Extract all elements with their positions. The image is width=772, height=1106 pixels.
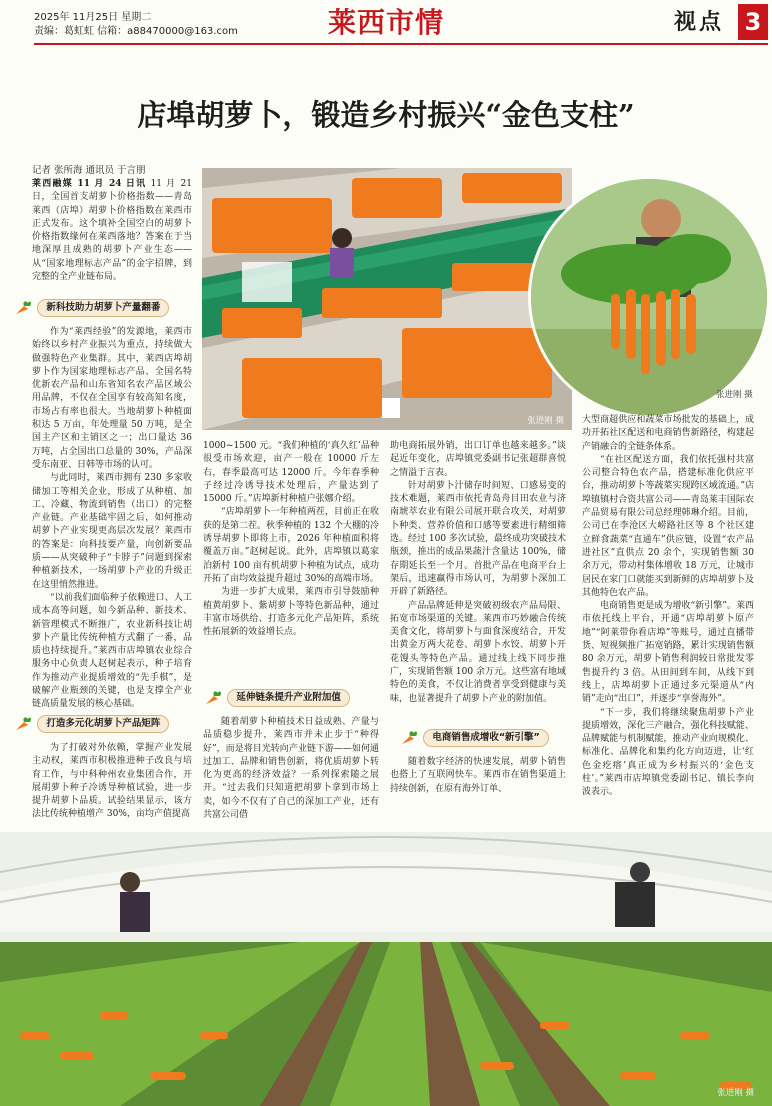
carrot-leaf-icon (14, 300, 34, 316)
lead-paragraph (32, 178, 192, 284)
column-2-body-a (203, 440, 379, 639)
subhead-chain (204, 688, 350, 708)
paragraph: 为进一步扩大成果，莱西市引导鼓励种植黄胡萝卜、紫胡萝卜等特色新品种，通过丰富市场供给、打造多元化产品矩阵，系统性拓展新的效益增长点。 (203, 587, 379, 638)
paragraph: 助电商拓展外销，出口订单也越来越多。”谈起近年变化，店埠镇党委副书记张超群喜悦之情溢于言表。 (390, 441, 566, 478)
paragraph: 与此同时，莱西市拥有 230 多家收储加工等相关企业，形成了从种植、加工、冷藏、物流到销售（出口）的完整产业链。产业基础牢固之后，如何推动胡萝卜产业实现更高层次发展？莱西市的答案是：向科技要产量，向创新要品质——从突破种子“卡脖子”问题到探索种植新技术，一场胡萝卜产业的升级正在这里悄然推进。 (32, 473, 192, 590)
greenhouse-harvest-photo (0, 832, 772, 1106)
page-number-badge: 3 (738, 4, 768, 40)
carrot-leaf-icon (400, 730, 420, 746)
photo-credit: 张进刚 摄 (527, 416, 564, 426)
subhead-tech (14, 298, 169, 318)
paragraph: “以前我们面临种子依赖进口、人工成本高等问题，如今新品种、新技术、新管理模式不断推广，农业新科技让胡萝卜产量比传统种植方式翻了一番，品质也持续提升。”莱西市店埠镇农业综合服务中心负责人赵树起表示，种子培育作为推动产业提质增效的“先手棋”，是破解产业瓶颈的关键，也是支撑全产业链高质量发展的核心基础。 (32, 592, 192, 710)
lead-text: 11 月 21 日，全国首支胡萝卜价格指数——青岛莱西（店埠）胡萝卜价格指数在莱西市正式发布。这个填补全国空白的胡萝卜价格指数缘何在莱西落地？答案在于当地深厚且成熟的胡萝卜产业生态——从“国家地理标志产品”的金字招牌，到完整的全产业链布局。 (32, 179, 192, 283)
paragraph: 大型商超供应和蔬菜市场批发的基础上，成功开拓社区配送和电商销售新路径，构建起产销融合的全链条体系。 (582, 415, 754, 452)
subhead-ecommerce (400, 728, 549, 748)
carrot-leaf-icon (204, 690, 224, 706)
subhead-products-label: 打造多元化胡萝卜产品矩阵 (37, 715, 169, 733)
column-1-body-a (32, 326, 192, 712)
byline (32, 164, 192, 177)
subhead-ecommerce-label: 电商销售成增收“新引擎” (423, 729, 549, 747)
header-divider (34, 43, 768, 45)
issue-date: 2025年 11月25日 星期二 (34, 12, 152, 23)
column-4-body (582, 414, 754, 800)
subhead-chain-label: 延伸链条提升产业附加值 (227, 689, 350, 707)
sorting-line-photo (202, 168, 572, 430)
column-2-body-b (203, 716, 379, 822)
paragraph: “店埠胡萝卜一年种植两茬，目前正在收获的是第二茬。秋季种植的 132 个大棚的冷诱导胡萝卜即将上市，2026 年种植面积将覆盖万亩。”赵树起说。此外，店埠镇以葛家泊新村 100 亩有机胡萝卜种植为试点，成功开拓了亩均效益提升超过 30%的高端市场。 (203, 507, 379, 584)
carrot-leaf-icon (14, 716, 34, 732)
paragraph: “在社区配送方面，我们依托强村共富公司整合特色农产品，搭建标准化供应平台，推动胡萝卜等蔬菜实现跨区域流通。”店埠镇镇村合资共富公司——青岛莱丰国际农产品贸易有限公司总经理韩琳介绍。目前，公司已在李沧区大崂路社区等 8 个社区建立鲜食蔬菜“直通车”供应链，设置“农产品进社区”直供点 20 余个，实现销售额 30 余万元，带动村集体增收 18 万元，让城市居民在家门口就能买到新鲜的店埠胡萝卜及其他特色农产品。 (582, 454, 754, 598)
paragraph: “下一步，我们将继续聚焦胡萝卜产业提质增效，深化三产融合，强化科技赋能、品牌赋能与机制赋能，推动产业向规模化、标准化、品牌化和集约化方向迈进，让‘红色金疙瘩’真正成为乡村振兴的‘金色支柱’。”莱西市店埠镇党委副书记、镇长李向波表示。 (582, 707, 754, 798)
column-3-body-b (390, 756, 566, 796)
masthead-logo: 莱西市情 (327, 6, 444, 39)
paragraph: 随着胡萝卜种植技术日益成熟、产量与品质稳步提升，莱西市并未止步于“种得好”，而是将目光转向产业链下游——如何通过加工、品牌和销售创新，将优质胡萝卜转化为更高的经济效益？一系列探索随之展开。“过去我们只知道把胡萝卜拿到市场上卖，如今不仅有了自己的深加工产业，还有共富公司借 (203, 717, 379, 821)
paragraph: 产品品牌延伸是突破初级农产品局限、拓宽市场渠道的关键。莱西市巧妙融合传统美食文化，将胡萝卜与面食深度结合，开发出黄金万两大花卷、胡萝卜水饺、胡萝卜开花馒头等特色产品。通过线上线下同步推广，实现销售额 100 余万元。这些富有地域特色的美食，不仅让消费者享受到健康与美味，也显著提升了胡萝卜产业的附加值。 (390, 600, 566, 704)
article-headline: 店埠胡萝卜，锻造乡村振兴“金色支柱” (137, 98, 635, 132)
section-title: 视点 (674, 10, 725, 35)
photo-credit: 张进刚 摄 (717, 1088, 754, 1098)
dateline: 莱西融媒 11 月 24 日讯 (32, 179, 147, 189)
paragraph: 电商销售更是成为增收“新引擎”。莱西市依托线上平台，开通“店埠胡萝卜原产地”“阿莱带你看店埠”等账号，通过直播带货、短视频推广拓宽销路，累计实现销售额 80 余万元，胡萝卜销售利润较日常批发零售提升约 3 倍。从田间到车间，从线下到线上，店埠胡萝卜正通过多元渠道从“内销”走向“出口”，并逐步“享誉海外”。 (582, 601, 754, 705)
byline-reporter: 记者 张所海 通讯员 于言朋 (32, 165, 146, 176)
column-3-body-a (390, 440, 566, 706)
farmer-portrait-photo (528, 176, 770, 418)
photo-credit: 张进刚 摄 (716, 390, 753, 400)
subhead-tech-label: 新科技助力胡萝卜产量翻番 (37, 299, 169, 317)
paragraph: 作为“莱西经验”的发源地，莱西市始终以乡村产业振兴为重点，持续做大做强特色产业集群。其中，莱西店埠胡萝卜作为国家地理标志产品、全国名特优新农产品和山东省知名农产品区域公用品牌，不仅在全国享有较高知名度，市场占有率也很大。当地胡萝卜种植面积达 5 万亩，年处理量 50 万吨，是全国主产区和主销区之一；出口量达 36 万吨，占全国出口总量的 30%，产品深受东南亚、日韩等市场的认可。 (32, 327, 192, 470)
paragraph: 1000~1500 元。“我们种植的‘真久红’品种很受市场欢迎，亩产一般在 10000 斤左右，春季最高可达 12000 斤。今年春季种子经过冷诱导技术处理后，产量达到了 15000 斤。”店埠新村种植户张娜介绍。 (203, 441, 379, 505)
column-1-body-b (32, 742, 192, 822)
subhead-products (14, 714, 169, 734)
paragraph: 为了打破对外依赖，掌握产业发展主动权，莱西市积极推进种子改良与培育工作，与中科种州农业集团合作，开展胡萝卜种子冷诱导种植试验，进一步提升胡萝卜品质。试验结果显示，该方法比传统种植增产 30%，亩均产值提高 (32, 743, 192, 820)
paragraph: 随着数字经济的快速发展，胡萝卜销售也搭上了互联网快车。莱西市在销售渠道上持续创新，在原有海外订单、 (390, 757, 566, 794)
editor-info: 责编：葛虹虹 信箱：a88470000@163.com (34, 26, 238, 37)
paragraph: 针对胡萝卜汁储存时间短、口感易变的技术难题，莱西市依托青岛舟目田农业与济南琥萃农业有限公司展开联合攻关，对胡萝卜种类、营养价值和口感等要素进行精细筛选。经过 100 多次试验，最终成功突破技术瓶颈，推出的成品果蔬汁含量达 100%，储存期延长至一个月。首批产品在电商平台上架后，迅速赢得市场认可，为胡萝卜深加工开辟了新路径。 (390, 480, 566, 598)
